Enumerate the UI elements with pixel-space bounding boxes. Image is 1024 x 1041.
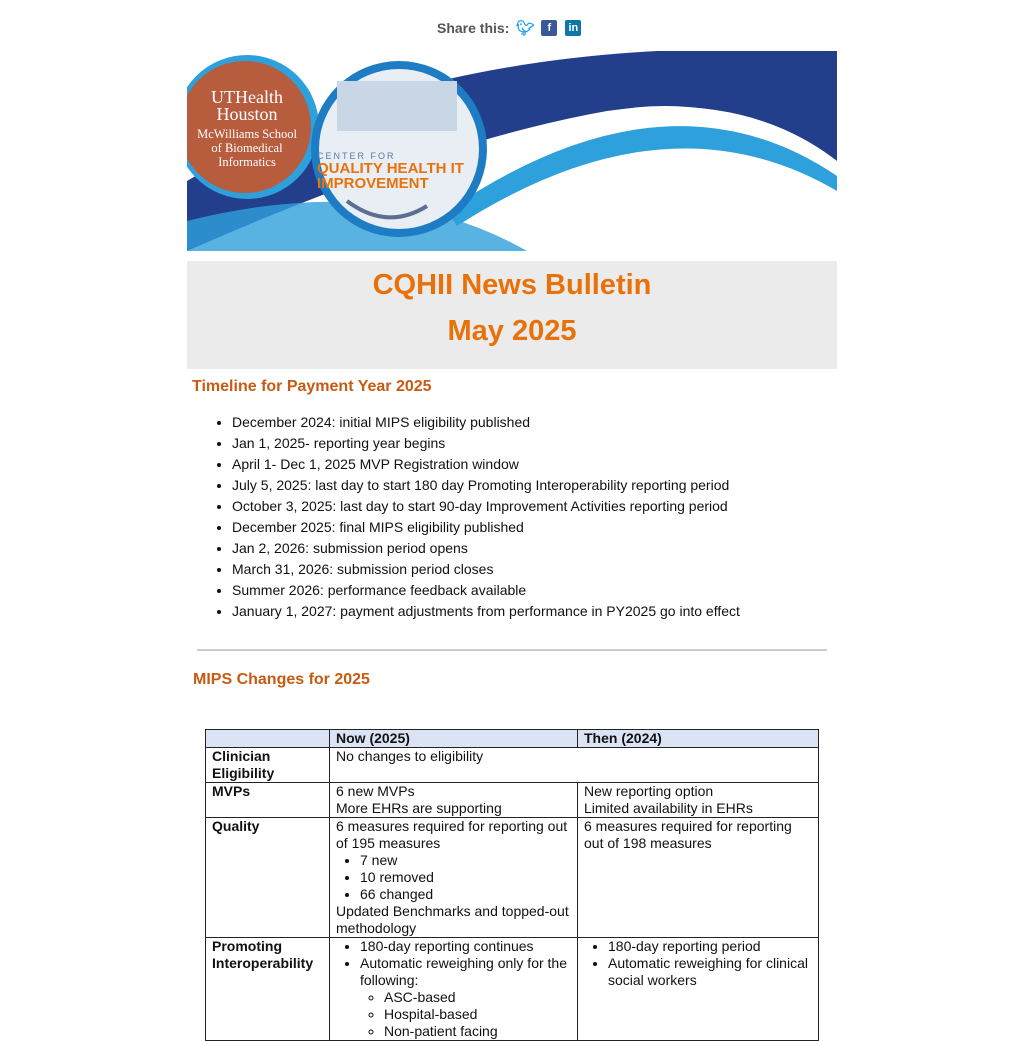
- logo-line1: UTHealth: [211, 87, 283, 107]
- list-item: [360, 955, 571, 1040]
- cell-line: More EHRs are supporting: [336, 800, 502, 816]
- header-cell-now: Now (2025): [330, 730, 578, 748]
- list-item: • 7 new: [360, 852, 571, 869]
- row-label: MVPs: [206, 783, 330, 818]
- timeline-item: • December 2024: initial MIPS eligibility published: [232, 412, 740, 433]
- sub-list-item: ◦ Non-patient facing: [384, 1023, 571, 1040]
- timeline-item: • December 2025: final MIPS eligibility published: [232, 517, 740, 538]
- cell: [578, 938, 819, 1041]
- twitter-icon[interactable]: 🐦︎: [515, 20, 535, 37]
- changes-heading: MIPS Changes for 2025: [193, 671, 370, 688]
- table-row: [206, 748, 819, 783]
- header-cell-then: Then (2024): [578, 730, 819, 748]
- share-bar: [437, 20, 581, 36]
- header-banner: [187, 51, 837, 251]
- table-row: [206, 938, 819, 1041]
- bulletin-title: [187, 261, 837, 369]
- linkedin-icon[interactable]: in: [565, 20, 581, 36]
- cell: [330, 818, 578, 938]
- list-item-text: Automatic reweighing only for the following:: [360, 955, 567, 988]
- cell-line: 6 measures required for reporting out of 195 measures: [336, 818, 568, 851]
- timeline-item: • Jan 1, 2025- reporting year begins: [232, 433, 740, 454]
- center-logo: [317, 151, 464, 191]
- list-item: • 10 removed: [360, 869, 571, 886]
- timeline-item: • Jan 2, 2026: submission period opens: [232, 538, 740, 559]
- timeline-item: • January 1, 2027: payment adjustments from performance in PY2025 go into effect: [232, 601, 740, 622]
- center-name-1: QUALITY HEALTH IT: [317, 160, 464, 177]
- list-item: • 180-day reporting period: [608, 938, 812, 955]
- cell: No changes to eligibility: [330, 748, 819, 783]
- row-label: Quality: [206, 818, 330, 938]
- cell: [578, 783, 819, 818]
- timeline-heading: Timeline for Payment Year 2025: [192, 378, 432, 395]
- cell: [330, 938, 578, 1041]
- divider: [197, 649, 827, 651]
- table-row: [206, 818, 819, 938]
- uthealth-logo: [191, 89, 303, 169]
- center-for: CENTER FOR: [317, 151, 396, 161]
- timeline-item: • March 31, 2026: submission period closes: [232, 559, 740, 580]
- center-name-2: IMPROVEMENT: [317, 175, 429, 192]
- cell-line: Limited availability in EHRs: [584, 800, 753, 816]
- logo-school: McWilliams School of Biomedical Informatics: [197, 127, 297, 169]
- logo-line2: Houston: [216, 104, 278, 124]
- timeline-item: • Summer 2026: performance feedback available: [232, 580, 740, 601]
- title-line2: May 2025: [447, 315, 577, 347]
- timeline-list: [232, 412, 740, 622]
- timeline-item: • October 3, 2025: last day to start 90-day Improvement Activities reporting period: [232, 496, 740, 517]
- timeline-item: • July 5, 2025: last day to start 180 day Promoting Interoperability reporting period: [232, 475, 740, 496]
- mips-changes-table: [205, 729, 819, 1041]
- facebook-icon[interactable]: f: [541, 20, 557, 36]
- header-cell: [206, 730, 330, 748]
- cell-line: Updated Benchmarks and topped-out methodology: [336, 903, 569, 936]
- title-line1: CQHII News Bulletin: [372, 269, 652, 301]
- table-row: [206, 783, 819, 818]
- list-item: • 180-day reporting continues: [360, 938, 571, 955]
- sub-list-item: ◦ ASC-based: [384, 989, 571, 1006]
- cell-line: 6 new MVPs: [336, 783, 415, 799]
- row-label: Clinician Eligibility: [206, 748, 330, 783]
- row-label: Promoting Interoperability: [206, 938, 330, 1041]
- cell-line: New reporting option: [584, 783, 714, 799]
- sub-list-item: ◦ Hospital-based: [384, 1006, 571, 1023]
- share-label: Share this:: [437, 20, 510, 36]
- list-item: • 66 changed: [360, 886, 571, 903]
- cell: 6 measures required for reporting out of 198 measures: [578, 818, 819, 938]
- list-item: • Automatic reweighing for clinical social workers: [608, 955, 812, 989]
- timeline-item: • April 1- Dec 1, 2025 MVP Registration window: [232, 454, 740, 475]
- cell: [330, 783, 578, 818]
